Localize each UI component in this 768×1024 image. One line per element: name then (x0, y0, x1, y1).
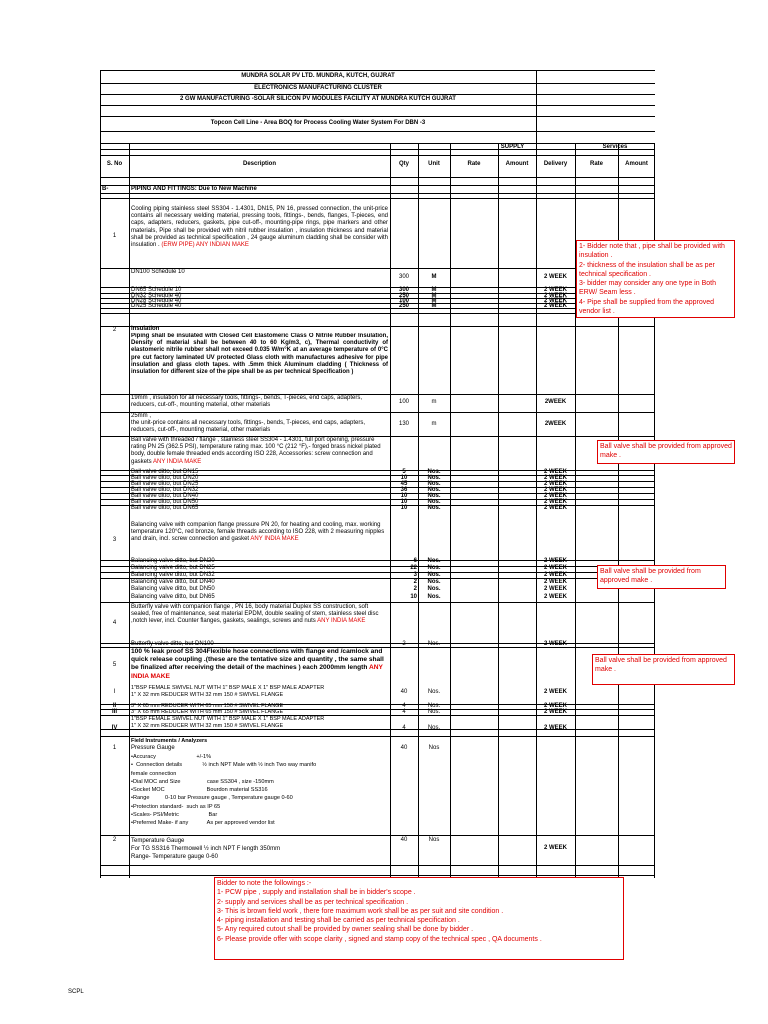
col-srv-amount: Amount (625, 161, 648, 167)
item1-row-unit: M (431, 303, 437, 309)
hose-row-qty: 40 (400, 689, 408, 695)
bal-row-delivery: 2 WEEK (543, 558, 567, 564)
hose-row-unit: Nos. (427, 689, 441, 695)
item2-row-delivery: 2WEEK (544, 421, 567, 427)
erw-pipe-note: 1- Bidder note that , pipe shall be provided with insulation . 2- thickness of the insulation shall be as per technical specification . 3- bidder may consider any one type in Both ERW/ Seam less . 4- Pipe shall be supplied from the approved vendor list . (576, 240, 735, 318)
col-sno: S. No (106, 161, 123, 167)
hose-row-desc: 3" X 65 mm REDUCER WITH 65 mm 150 # SWIVEL FLANGE (131, 709, 284, 715)
hose-row-qty: 4 (402, 725, 406, 731)
item1-row-qty: 250 (398, 293, 409, 299)
bal-row-desc: Balancing valve ditto, but DN50 (131, 586, 215, 592)
ball-row-desc: Ball valve ditto, but DN20 (131, 475, 199, 481)
item3-sno: 3 (112, 537, 117, 543)
gauge-unit: Nos (428, 745, 440, 751)
item1-row-delivery: 2 WEEK (543, 274, 567, 280)
item1-row-qty: 300 (398, 274, 409, 280)
hose-row-delivery: 2 WEEK (543, 689, 567, 695)
item4-sno: 4 (112, 620, 117, 626)
bal-row-desc: Balancing valve ditto, but DN32 (131, 572, 215, 578)
item3-description: Balancing valve with companion flange pressure PN 20, for heating and cooling, max. working temperature 120°C, red bronze, female threads according to ISO 228, with 2 measuring nipples and drain, incl. screw connection and gasket ANY INDIA MAKE (131, 522, 385, 543)
ball-row-desc: Ball valve ditto, but DN65 (131, 505, 199, 511)
item1-row-unit: M (431, 287, 437, 293)
hose-row-unit: Nos. (427, 725, 441, 731)
item1-row-delivery: 2 WEEK (543, 298, 567, 304)
cluster-title: ELECTRONICS MANUFACTURING CLUSTER (254, 85, 382, 91)
ball-row-unit: Nos. (427, 505, 441, 511)
item1-row-unit: M (431, 298, 437, 304)
bal-row-unit: Nos. (427, 594, 441, 600)
item1-row-qty: 250 (398, 303, 409, 309)
hose-row-unit: Nos. (427, 703, 441, 709)
ball-row-delivery: 2 WEEK (543, 499, 567, 505)
item2-row-desc: 25mm , the unit-price contains all necessary tools, fittings-, bends, T-pieces, end caps, adapters, reducers, cut-off-, mounting material, other materials (131, 413, 366, 434)
gauge-sno: 1 (112, 745, 117, 751)
item5-sno: 5 (112, 662, 117, 668)
bal-row-unit: Nos. (427, 565, 441, 571)
hose-row-desc: 1"BSP FEMALE SWIVEL NUT WITH 1" BSP MALE X 1" BSP MALE ADAPTER 1" X 32 mm REDUCER WITH 32 mm 150 # SWIVEL FLANGE (131, 716, 325, 729)
hose-row-qty: 4 (402, 709, 406, 715)
balancing-valve-note: Ball valve shall be provided from approved make . (597, 565, 726, 589)
ball-row-unit: Nos. (427, 499, 441, 505)
ball-row-delivery: 2 WEEK (543, 505, 567, 511)
ball-row-unit: Nos. (427, 487, 441, 493)
bal-row-unit: Nos. (427, 572, 441, 578)
supply-header: SUPPLY (500, 144, 525, 150)
bal-row-delivery: 2 WEEK (543, 586, 567, 592)
ball-row-unit: Nos. (427, 475, 441, 481)
item4-description: Butterfly valve with companion flange , PN 16, body material Duplex SS construction, soft sealed, free of maintenance, seat material EPDM, double sealing of stem, stainless steel disc ,notch lever, incl. Counter flanges, gaskets, sealings, screws and nuts ANY INDIA MAKE (131, 604, 379, 625)
hose-row-sno: II (112, 703, 117, 709)
ball-row-qty: 10 (400, 505, 408, 511)
facility-title: 2 GW MANUFACTURING -SOLAR SILICON PV MODULES FACILITY AT MUNDRA KUTCH GUJRAT (180, 96, 456, 102)
ball-row-qty: 10 (400, 499, 408, 505)
bal-row-desc: Balancing valve ditto, but DN40 (131, 579, 215, 585)
item2-description: Piping shall be insulated with Closed Cell Elastomeric Class O Nitrile Rubber Insulation, Density of material shall be between 40 to 60 Kg/m3, c), Thermal conductivity of elastomeric nitrile rubber shall not exceed 0.035 W/m°K at an average temperature of 0°C pre cut factory laminated UV protected Glass cloth with manufactures adhesive for pipe insulation and glass cloth tapes. with .5mm thick Aluminum cladding ( Thickness of insulation for different size of the pipe shall be as per technical Specification ) (131, 333, 388, 376)
item1-row-unit: M (431, 274, 437, 280)
hose-row-delivery: 2 WEEK (543, 703, 567, 709)
item4-row-desc: Butterfly valve ditto, but DN100 (131, 641, 214, 647)
ball-row-qty: 45 (400, 481, 408, 487)
field-instruments-title: Field Instruments / Analyzers (131, 738, 208, 744)
item1-row-delivery: 2 WEEK (543, 303, 567, 309)
bal-row-unit: Nos. (427, 558, 441, 564)
ball-row-desc: Ball valve ditto, but DN25 (131, 481, 199, 487)
bal-row-delivery: 2 WEEK (543, 579, 567, 585)
bal-row-qty: 2 (413, 579, 417, 585)
bal-row-delivery: 2 WEEK (543, 572, 567, 578)
item2-row-unit: m (431, 399, 437, 405)
item2-row-qty: 130 (398, 421, 409, 427)
ball-row-desc: Ball valve ditto, but DN40 (131, 493, 199, 499)
col-srv-rate: Rate (589, 161, 603, 167)
hose-row-qty: 4 (402, 703, 406, 709)
ball-row-desc: Ball valve ditto, but DN32 (131, 487, 199, 493)
ball-row-qty: 5 (402, 469, 406, 475)
ball-row-delivery: 2 WEEK (543, 487, 567, 493)
col-rate: Rate (467, 161, 481, 167)
hose-row-delivery: 2 WEEK (543, 709, 567, 715)
item1-row-unit: M (431, 293, 437, 299)
hose-row-sno: III (111, 709, 117, 715)
item4-row-unit: Nos. (427, 641, 441, 647)
bal-row-qty: 22 (410, 565, 417, 571)
item1-row-qty: 100 (398, 298, 409, 304)
gauge-qty: 40 (400, 745, 408, 751)
ball-row-delivery: 2 WEEK (543, 481, 567, 487)
bal-row-desc: Balancing valve ditto, but DN25 (131, 565, 215, 571)
col-amount: Amount (505, 161, 529, 167)
bal-row-desc: Balancing valve ditto, but DN20 (131, 558, 215, 564)
hose-row-desc: 1"BSP FEMALE SWIVEL NUT WITH 1" BSP MALE X 1" BSP MALE ADAPTER 1" X 32 mm REDUCER WITH 32 mm 150 # SWIVEL FLANGE (131, 685, 325, 698)
ball-row-qty: 10 (400, 475, 408, 481)
gauge-name: Pressure Gauge (131, 745, 175, 751)
hose-row-unit: Nos. (427, 709, 441, 715)
ball-row-delivery: 2 WEEK (543, 493, 567, 499)
item4-row-qty: 2 (402, 641, 406, 647)
hose-row-sno: IV (111, 725, 118, 731)
col-delivery: Delivery (543, 161, 568, 167)
boq-title: Topcon Cell Line - Area BOQ for Process Cooling Water System For DBN -3 (210, 120, 426, 126)
bal-row-unit: Nos. (427, 586, 441, 592)
temp-gauge-qty: 40 (400, 837, 408, 843)
item2-row-desc: 19mm , insulation for all necessary tools, fittings-, bends, T-pieces, end caps, adapters, reducers, cut-off-, mounting material, other materials (131, 395, 363, 409)
bal-row-delivery: 2 WEEK (543, 594, 567, 600)
item1-row-desc: DN32 Schedule 40 (131, 293, 182, 299)
bal-row-unit: Nos. (427, 579, 441, 585)
boq-table (100, 70, 655, 878)
bal-row-desc: Balancing valve ditto, but DN65 (131, 594, 215, 600)
footer-label: SCPL (68, 989, 84, 995)
item1-row-desc: DN25 Schedule 40 (131, 303, 182, 309)
item1-row-desc: DN65 Schedule 10 (131, 287, 182, 293)
item1-row-delivery: 2 WEEK (543, 287, 567, 293)
ball-row-delivery: 2 WEEK (543, 469, 567, 475)
services-header: Services (602, 144, 628, 150)
item5-description: 100 % leak proof SS 304Flexible hose connections with flange end /camlock and quick release coupling .(these are the tentative size and quantity , the same shall be finalized after receiving the detail of the machines ) each 2000mm length ANY INDIA MAKE (131, 648, 384, 680)
bidder-notes: Bidder to note the followings :- 1- PCW pipe , supply and installation shall be in bidder's scope . 2- supply and services shall be as per technical specification . 3- This is brown field work , there fore maximum work shall be as per suit and site condition . 4- piping installation and testing shall be carried as per technical specification . 5- Any required cutout shall be provided by owner sealing shall be done by bidder . 6- Please provide offer with scope clarity , signed and stamp copy of the technical spec , QA documents . (214, 877, 624, 960)
ball-valve-description: Ball valve with threaded / flange , stainless steel SS304 - 1.4301, full port opening, pressure rating PN 25 (362.5 PSI), temperature rating max. 100 °C (212 °F),- forged brass nickel plated body, double female threaded ends according ISO 228, Accessories: screw connection and gaskets ANY INDIA MAKE (131, 437, 381, 465)
item2-sno: 2 (112, 327, 117, 333)
col-unit: Unit (428, 161, 440, 167)
bal-row-qty: 6 (413, 558, 417, 564)
temp-gauge-sno: 2 (112, 837, 117, 843)
section-b-sno: B- (102, 186, 109, 192)
hose-row-desc: 3" X 65 mm REDUCER WITH 65 mm 150 # SWIVEL FLANGE (131, 703, 284, 709)
item2-row-qty: 100 (398, 399, 409, 405)
ball-row-desc: Ball valve ditto, but DN15 (131, 469, 199, 475)
section-b-title: PIPING AND FITTINGS: Due to New Machine (131, 186, 257, 192)
item1-description: Cooling piping stainless steel SS304 - 1.4301, DN15, PN 16, pressed connection, the unit-price contains all necessary welding material, pressing tools, fittings-, bends, flanges, T-pieces, end caps, adapters, reducers, gaskets, pipe cut-off-, mounting-pipe rings, pipe markers and other materials, Pipe shall be provided with nitril rubber insulation , insulation thickness and material shall be provided as technical specification , 24 gauge aluminum cladding shall be consider with insulation . (ERW PIPE) ANY INDIAN MAKE (131, 206, 388, 249)
ball-row-qty: 10 (400, 493, 408, 499)
temp-gauge-delivery: 2 WEEK (543, 845, 567, 851)
temp-gauge-spec: Temperature Gauge For TG SS316 Thermowell ½ inch NPT F length 350mm Range- Temperature gauge 0-60 (131, 838, 281, 860)
ball-row-unit: Nos. (427, 493, 441, 499)
bal-row-delivery: 2 WEEK (543, 565, 567, 571)
ball-row-desc: Ball valve ditto, but DN50 (131, 499, 199, 505)
gauge-spec: •Accuracy +/-1% • Connection details ½ inch NPT Male with ½ inch Two way manifo female connection •Dial MOC and Size case SS304 , size -150mm •Socket MOC Bourdon material SS316 •Range 0-10 bar Pressure gauge , Temperature gauge 0-60 •Protection standard- such as IP 65 •Scales- PSI/Metric Bar •Preferred Make- if any As per approved vendor list (131, 754, 317, 827)
ball-row-unit: Nos. (427, 481, 441, 487)
ball-row-unit: Nos. (427, 469, 441, 475)
item2-row-delivery: 2WEEK (544, 399, 567, 405)
item2-title: Insulation (131, 326, 160, 332)
bal-row-qty: 2 (413, 586, 417, 592)
hose-note: Ball valve shall be provided from approved make . (592, 654, 735, 685)
col-description: Description (242, 161, 276, 167)
item1-row-desc: DN100 Schedule 10 (131, 269, 185, 275)
temp-gauge-unit: Nos (428, 837, 440, 843)
item1-row-qty: 300 (398, 287, 409, 293)
company-title: MUNDRA SOLAR PV LTD. MUNDRA, KUTCH, GUJRAT (241, 73, 395, 79)
item1-row-delivery: 2 WEEK (543, 293, 567, 299)
ball-row-qty: 36 (400, 487, 408, 493)
bal-row-qty: 10 (410, 594, 417, 600)
ball-row-delivery: 2 WEEK (543, 475, 567, 481)
hose-row-delivery: 2 WEEK (543, 725, 567, 731)
hose-row-sno: I (113, 689, 116, 695)
item2-row-unit: m (431, 421, 437, 427)
item1-row-desc: DN28 Schedule 40 (131, 298, 182, 304)
item4-row-delivery: 2 WEEK (543, 641, 567, 647)
item1-sno: 1 (112, 233, 117, 239)
ball-valve-note: Ball valve shall be provided from approved make . (597, 440, 735, 464)
col-qty: Qty (398, 161, 409, 167)
bal-row-qty: 3 (413, 572, 417, 578)
